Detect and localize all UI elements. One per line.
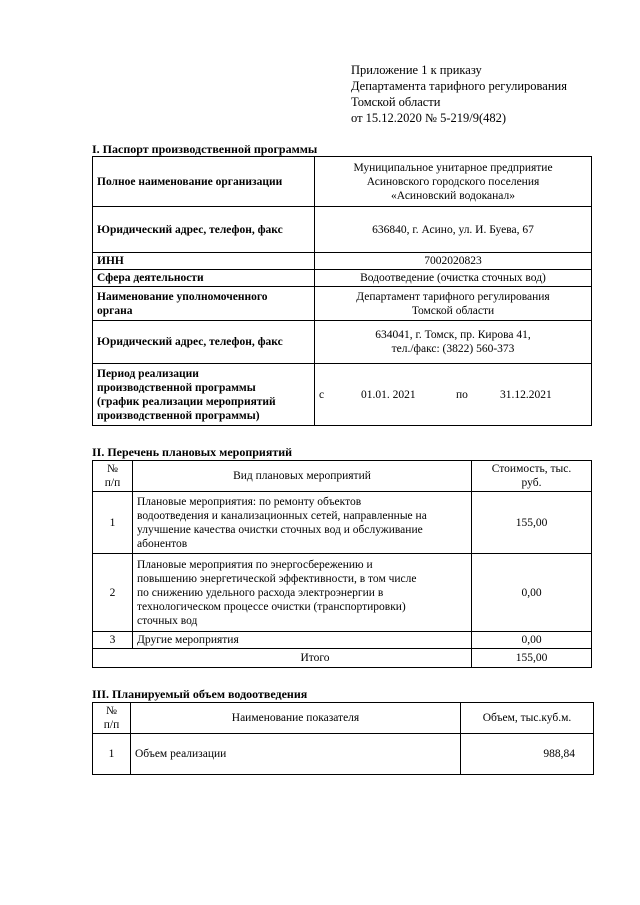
- table-row: [93, 364, 592, 426]
- table-row: [93, 554, 592, 632]
- appendix-line: Департамента тарифного регулирования: [351, 79, 567, 93]
- table-row: [93, 734, 594, 775]
- table-row: [93, 492, 592, 554]
- appendix-line: Томской области: [351, 95, 441, 109]
- header-num: № п/п: [93, 461, 133, 492]
- row-text: Плановые мероприятия по энергосбережению и повышению энергетической эффективности, в том числе по снижению удельного расхода электроэнергии в технологическом процессе очистки (транспортировки) сточных вод: [133, 554, 472, 632]
- row-label: ИНН: [93, 253, 315, 270]
- row-label: Полное наименование организации: [93, 157, 315, 207]
- period-to-word: по: [456, 388, 468, 401]
- table-row: [93, 287, 592, 321]
- table-row: [93, 321, 592, 364]
- row-num: 1: [93, 492, 133, 554]
- period-label: Период реализации производственной программы (график реализации мероприятий производственной программы): [93, 364, 315, 426]
- row-num: 3: [93, 632, 133, 649]
- total-row: [93, 649, 592, 668]
- table-header-row: [93, 461, 592, 492]
- total-value: 155,00: [472, 649, 592, 668]
- row-value: 988,84: [461, 734, 594, 775]
- row-value: 634041, г. Томск, пр. Кирова 41, тел./факс: (3822) 560-373: [315, 321, 592, 364]
- row-value: Муниципальное унитарное предприятие Асиновского городского поселения «Асиновский водоканал»: [315, 157, 592, 207]
- header-cost: Стоимость, тыс. руб.: [472, 461, 592, 492]
- header-name: Вид плановых мероприятий: [133, 461, 472, 492]
- section3-title: III. Планируемый объем водоотведения: [92, 687, 308, 701]
- section2-title: II. Перечень плановых мероприятий: [92, 445, 293, 459]
- row-value: Водоотведение (очистка сточных вод): [315, 270, 592, 287]
- period-from-word: с: [319, 388, 325, 401]
- row-value: Департамент тарифного регулирования Томской области: [315, 287, 592, 321]
- volume-table: [92, 702, 594, 775]
- table-header-row: [93, 703, 594, 734]
- row-cost: 155,00: [472, 492, 592, 554]
- appendix-line: Приложение 1 к приказу: [351, 63, 482, 77]
- header-volume: Объем, тыс.куб.м.: [461, 703, 594, 734]
- row-label: Сфера деятельности: [93, 270, 315, 287]
- total-label: Итого: [93, 649, 472, 668]
- period-to-date: 31.12.2021: [500, 388, 552, 401]
- table-row: [93, 632, 592, 649]
- row-label: Юридический адрес, телефон, факс: [93, 207, 315, 253]
- appendix-header: [351, 62, 567, 126]
- row-label: Юридический адрес, телефон, факс: [93, 321, 315, 364]
- table-row: [93, 157, 592, 207]
- table-row: [93, 207, 592, 253]
- row-value: 7002020823: [315, 253, 592, 270]
- row-cost: 0,00: [472, 632, 592, 649]
- row-num: 1: [93, 734, 131, 775]
- row-cost: 0,00: [472, 554, 592, 632]
- header-num: № п/п: [93, 703, 131, 734]
- row-label: Наименование уполномоченного органа: [93, 287, 315, 321]
- table-row: [93, 253, 592, 270]
- section1-title: I. Паспорт производственной программы: [92, 142, 318, 156]
- period-value: [315, 364, 592, 426]
- appendix-line: от 15.12.2020 № 5-219/9(482): [351, 111, 507, 125]
- row-value: 636840, г. Асино, ул. И. Буева, 67: [315, 207, 592, 253]
- header-name: Наименование показателя: [131, 703, 461, 734]
- row-name: Объем реализации: [131, 734, 461, 775]
- passport-table: [92, 156, 592, 426]
- table-row: [93, 270, 592, 287]
- row-num: 2: [93, 554, 133, 632]
- measures-table: [92, 460, 592, 668]
- row-text: Плановые мероприятия: по ремонту объектов водоотведения и канализационных сетей, направленные на улучшение качества очистки сточных вод и обслуживание абонентов: [133, 492, 472, 554]
- period-from-date: 01.01. 2021: [361, 388, 416, 401]
- row-text: Другие мероприятия: [133, 632, 472, 649]
